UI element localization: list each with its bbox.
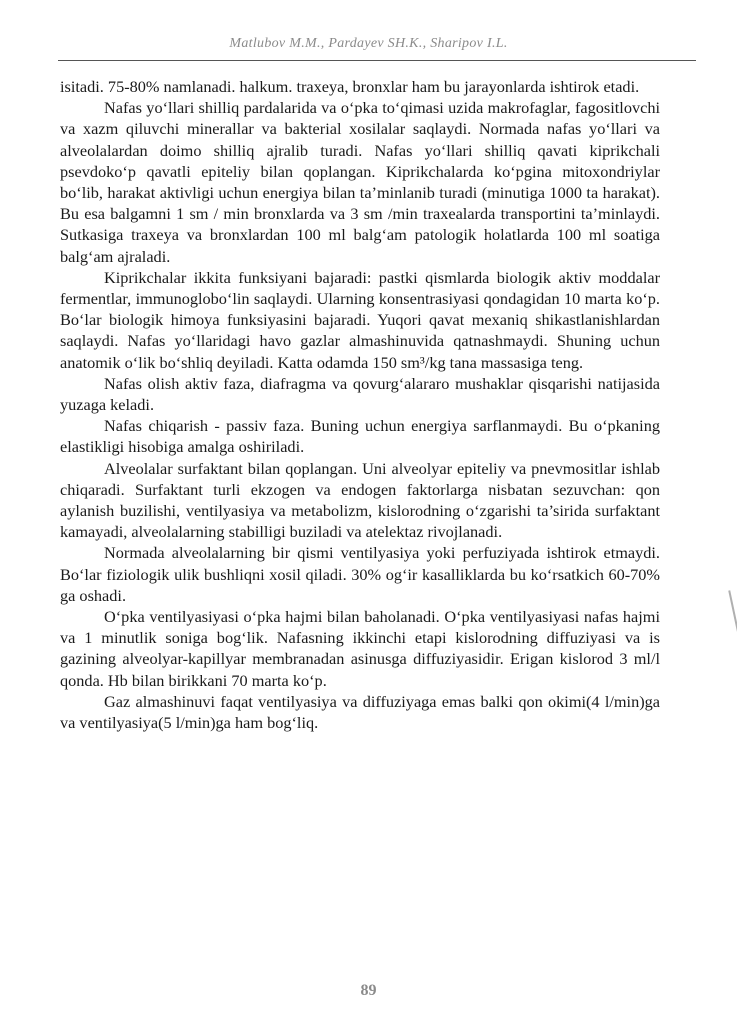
body-text xyxy=(60,76,660,733)
paragraph-dead-space: Normada alveolalarning bir qismi ventilyasiya yoki perfuziyada ishtirok etmaydi. Bo‘lar fiziologik ulik bushliqni xosil qiladi. 30% og‘ir kasalliklarda bu ko‘rsatkich 60-70% ga oshadi. xyxy=(60,543,660,605)
paragraph-ventilation: O‘pka ventilyasiyasi o‘pka hajmi bilan baholanadi. O‘pka ventilyasiyasi nafas hajmi va 1 minutlik soniga bog‘lik. Nafasning ikkinchi etapi kislorodning diffuziyasi va is gazining alveolyar-kapillyar membranadan asinusga diffuziyasidir. Erigan kislorod 3 ml/l qonda. Hb bilan birikkani 70 marta ko‘p. xyxy=(60,607,660,690)
paragraph-gas-exchange: Gaz almashinuvi faqat ventilyasiya va diffuziyaga emas balki qon okimi(4 l/min)ga va ventilyasiya(5 l/min)ga ham bog‘liq. xyxy=(60,691,660,733)
paragraph-exhalation: Nafas chiqarish - passiv faza. Buning uchun energiya sarflanmaydi. Bu o‘pkaning elastikligi hisobiga amalga oshiriladi. xyxy=(60,416,660,457)
paragraph-surfactant: Alveolalar surfaktant bilan qoplangan. Uni alveolyar epiteliy va pnevmositlar ishlab chiqaradi. Surfaktant turli ekzogen va endogen faktorlarga nisbatan sezuvchan: qon aylanish buzilishi, ventilyasiya va metabolizm, kislorodning o‘zgarishi ta’sirida surfaktant kamayadi, alveolalarning stabilligi buziladi va atelektaz rivojlanadi. xyxy=(60,458,660,542)
page-number: 89 xyxy=(360,982,377,999)
scan-edge-mark xyxy=(728,590,737,635)
paragraph-continued: isitadi. 75-80% namlanadi. halkum. traxeya, bronxlar ham bu jarayonlarda ishtirok etadi. xyxy=(60,77,640,96)
paragraph-inhalation: Nafas olish aktiv faza, diafragma va qovurg‘alararo mushaklar qisqarishi natijasida yuzaga keladi. xyxy=(60,373,660,415)
paragraph-cilia: Kiprikchalar ikkita funksiyani bajaradi: pastki qismlarda biologik aktiv moddalar fermentlar, immunoglobo‘lin saqlaydi. Ularning konsentrasiyasi qondagidan 10 marta ko‘p. Bo‘lar biologik himoya funksiyasini bajaradi. Yuqori qavat mexaniq shikastlanishlardan saqlaydi. Nafas yo‘llaridagi havo gazlar almashinuvida qatnashmaydi. Shuning uchun anatomik o‘lik bo‘shliq deyiladi. Katta odamda 150 sm³/kg tana massasiga teng. xyxy=(60,267,660,372)
header-rule xyxy=(58,60,696,61)
running-header: Matlubov M.M., Pardayev SH.K., Sharipov I.L. xyxy=(229,36,508,51)
paragraph-mucosa: Nafas yo‘llari shilliq pardalarida va o‘pka to‘qimasi uzida makrofaglar, fagositlovchi va xazm qiluvchi minerallar va bakterial xosilalar saqlaydi. Normada nafas yo‘llari va alveolalardan doimo shilliq ajralib turadi. Nafas yo‘llari shilliq qavati kiprikchali psevdoko‘p qavatli epiteliy bilan qoplangan. Kiprikchalarda ko‘pgina mitoxondriylar bo‘lib, harakat aktivligi uchun energiya bilan ta’minlanib turadi (minutiga 1000 ta harakat). Bu esa balgamni 1 sm / min bronxlarda va 3 sm /min traxealarda transportini ta’minlaydi. Sutkasiga traxeya va bronxlardan 100 ml balg‘am patologik holatlarda 100 ml soatiga balg‘am ajraladi. xyxy=(60,98,660,266)
